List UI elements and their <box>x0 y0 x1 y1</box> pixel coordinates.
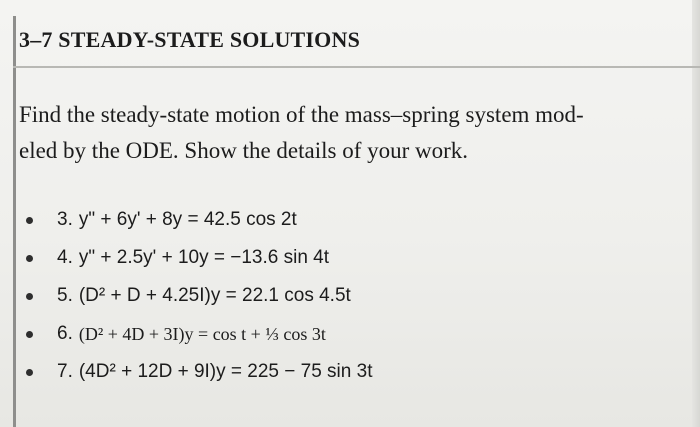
heading-divider <box>13 66 700 68</box>
instruction-line-2: eled by the ODE. Show the details of your work. <box>19 138 469 163</box>
page-right-edge <box>692 0 700 427</box>
problem-number: 3. <box>57 209 73 230</box>
problem-equation: y" + 6y' + 8y = 42.5 cos 2t <box>78 209 297 230</box>
problem-number: 4. <box>57 247 73 268</box>
problem-equation: (D² + 4D + 3I)y = cos t + ⅓ cos 3t <box>78 323 326 344</box>
section-heading: 3–7 STEADY-STATE SOLUTIONS <box>19 27 361 52</box>
problem-list <box>26 201 372 391</box>
problem-item-4 <box>26 239 372 277</box>
problem-number: 7. <box>57 361 73 382</box>
problem-equation: y" + 2.5y' + 10y = −13.6 sin 4t <box>78 247 330 268</box>
problem-number: 5. <box>57 285 73 306</box>
bullet-icon <box>26 293 33 300</box>
bullet-icon <box>26 255 33 262</box>
problem-equation: (D² + D + 4.25I)y = 22.1 cos 4.5t <box>78 285 351 306</box>
bullet-icon <box>26 217 33 224</box>
bullet-icon <box>26 331 33 338</box>
bullet-icon <box>26 369 33 376</box>
instruction-line-1: Find the steady-state motion of the mass–spring system mod- <box>19 102 584 127</box>
problem-item-7 <box>26 353 372 391</box>
left-margin-rule <box>13 16 16 427</box>
problem-item-6 <box>26 315 372 353</box>
problem-number: 6. <box>57 323 73 344</box>
instruction-text <box>19 97 659 169</box>
problem-item-3 <box>26 201 372 239</box>
problem-equation: (4D² + 12D + 9I)y = 225 − 75 sin 3t <box>78 361 373 382</box>
problem-item-5 <box>26 277 372 315</box>
